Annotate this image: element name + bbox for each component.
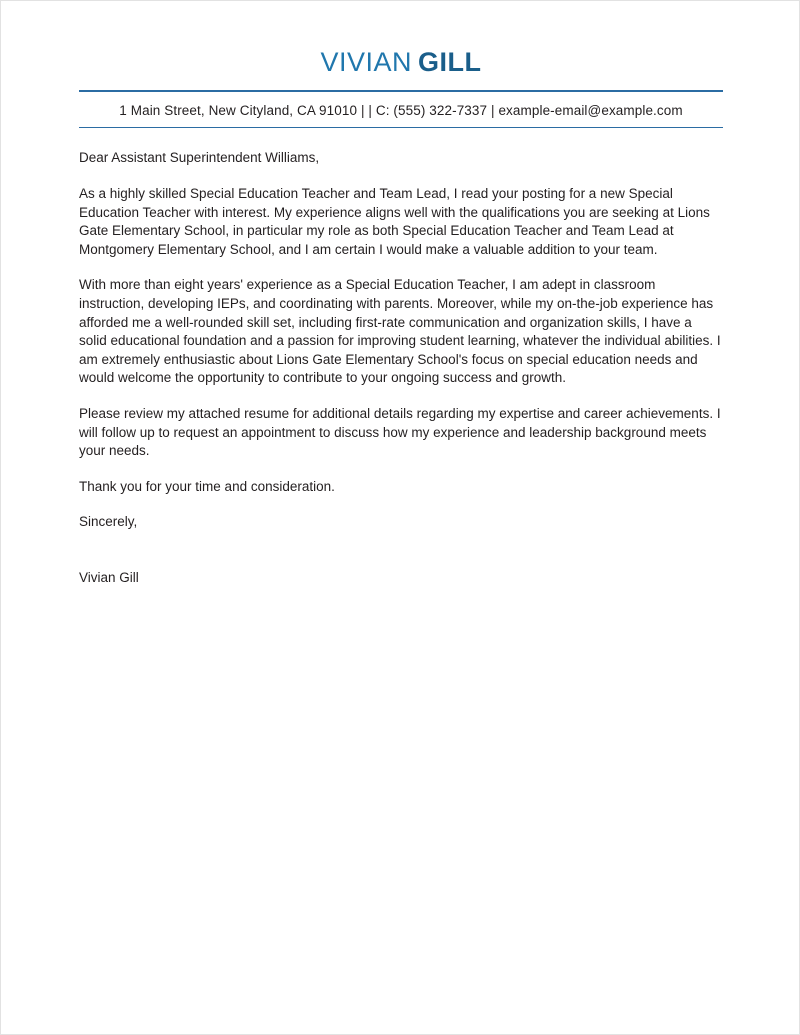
salutation: Dear Assistant Superintendent Williams, — [79, 150, 320, 166]
signature-name: Vivian Gill — [79, 569, 139, 585]
closing-line: Sincerely, — [79, 514, 138, 530]
first-name: VIVIAN — [320, 47, 413, 77]
paragraph-1: As a highly skilled Special Education Teacher and Team Lead, I read your posting for a new Special Education Teacher with interest. My experience aligns well with the qualifications you are seeking at Lions Gate Elementary School, in particular my role as both Special Education Teacher and Team Lead at Montgomery Elementary School, and I am certain I would make a valuable addition to your team. — [79, 185, 710, 257]
contact-info: 1 Main Street, New Cityland, CA 91010 | | C: (555) 322-7337 | example-email@example.com — [119, 103, 683, 119]
paragraph-3: Please review my attached resume for additional details regarding my expertise and career achievements. I will follow up to request an appointment to discuss how my experience and leadership background meets your needs. — [79, 405, 721, 459]
last-name: GILL — [418, 47, 482, 77]
cover-letter — [1, 1, 800, 601]
letter-body — [79, 128, 723, 587]
letterhead-name — [79, 46, 723, 90]
paragraph-2: With more than eight years' experience as a Special Education Teacher, I am adept in classroom instruction, developing IEPs, and coordinating with parents. Moreover, while my on-the-job experience has afforded me a well-rounded skill set, including first-rate communication and organization skills, I have a solid educational foundation and a passion for improving student learning, whatever the individual abilities. I am extremely enthusiastic about Lions Gate Elementary School's focus on special education needs and would welcome the opportunity to contribute to your ongoing success and growth. — [79, 277, 721, 386]
thank-you-line: Thank you for your time and consideration. — [79, 478, 335, 494]
